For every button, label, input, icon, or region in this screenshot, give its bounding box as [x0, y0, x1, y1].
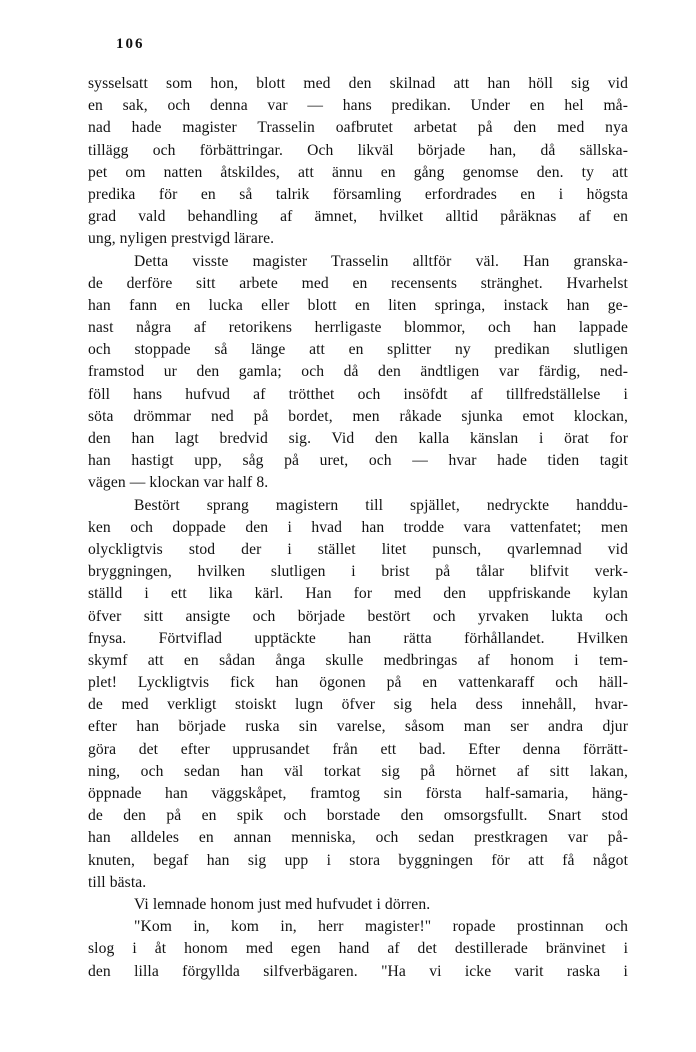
text-line: Detta visste magister Trasselin alltför väl. Han granska- [134, 252, 628, 270]
text-line: nad hade magister Trasselin oafbrutet arbetat på den med nya [88, 119, 628, 137]
text-line: fnysa. Förtviflad upptäckte han rätta förhållandet. Hvilken [88, 629, 628, 647]
text-line: sysselsatt som hon, blott med den skilnad att han höll sig vid [88, 75, 628, 92]
body-text [88, 73, 628, 983]
text-line: Bestört sprang magistern till spjället, nedryckte handdu- [134, 496, 628, 514]
text-line: grad vald behandling af ämnet, hvilket alltid påräknas af en [88, 208, 628, 226]
text-line: en sak, och denna var — hans predikan. Under en hel må- [88, 97, 628, 115]
text-line: knuten, begaf han sig upp i stora byggningen för att få något [88, 851, 628, 869]
text-line: ung, nyligen prestvigd lärare. [88, 230, 275, 248]
text-line: skymf att en sådan ånga skulle medbringas af honom i tem- [88, 651, 628, 669]
text-line: han fann en lucka eller blott en liten springa, instack han ge- [88, 296, 628, 314]
text-line: nast några af retorikens herrligaste blommor, och han lappade [88, 319, 628, 337]
text-line: föll hans hufvud af trötthet och insöfdt af tillfredställelse i [88, 385, 628, 403]
text-line: predika för en så talrik församling erfordrades en i högsta [88, 185, 628, 203]
text-line: göra det efter upprusandet från ett bad. Efter denna förrätt- [88, 740, 628, 758]
text-line: framstod ur den gamla; och då den ändtligen var färdig, ned- [88, 363, 628, 381]
text-line: söta drömmar ned på bordet, men råkade sjunka emot klockan, [88, 407, 628, 425]
text-line: ning, och sedan han väl torkat sig på hörnet af sitt lakan, [88, 762, 628, 780]
text-line: de med verkligt stoiskt lugn öfver sig hela dess innehåll, hvar- [88, 696, 628, 714]
text-line: och stoppade så länge att en splitter ny predikan slutligen [88, 341, 628, 359]
text-line: Vi lemnade honom just med hufvudet i dörren. [134, 895, 431, 913]
text-line: pet om natten åtskildes, att ännu en gång genomse den. ty att [88, 163, 628, 181]
text-line: ken och doppade den i hvad han trodde vara vattenfatet; men [88, 518, 628, 536]
text-line: öfver sitt ansigte och började bestört och yrvaken lukta och [88, 607, 628, 625]
text-line: den lilla förgyllda silfverbägaren. "Ha vi icke varit raska i [88, 962, 628, 980]
text-line: plet! Lyckligtvis fick han ögonen på en vattenkaraff och häll- [88, 674, 628, 692]
text-line: "Kom in, kom in, herr magister!" ropade prostinnan och [134, 918, 628, 936]
text-line: öppnade han väggskåpet, framtog sin första half-samaria, häng- [88, 785, 628, 802]
text-line: de derföre sitt arbete med en recensents stränghet. Hvarhelst [88, 274, 628, 292]
text-line: ställd i ett lika kärl. Han for med den uppfriskande kylan [88, 585, 628, 603]
text-line: olyckligtvis stod der i stället litet punsch, qvarlemnad vid [88, 540, 628, 558]
text-line: de den på en spik och borstade den omsorgsfullt. Snart stod [88, 807, 628, 825]
text-line: till bästa. [88, 873, 147, 891]
text-line: vägen — klockan var half 8. [88, 474, 269, 492]
page-number: 106 [116, 36, 145, 52]
text-line: han hastigt upp, såg på uret, och — hvar hade tiden tagit [88, 452, 628, 470]
text-line: den han lagt bredvid sig. Vid den kalla känslan i örat for [88, 430, 628, 447]
text-line: tillägg och förbättringar. Och likväl började han, då sällska- [88, 141, 628, 159]
text-line: han alldeles en annan menniska, och sedan prestkragen var på- [88, 829, 628, 847]
text-line: slog i åt honom med egen hand af det destillerade bränvinet i [88, 940, 628, 958]
text-line: bryggningen, hvilken slutligen i brist på tålar blifvit verk- [88, 563, 628, 581]
text-line: efter han började ruska sin varelse, såsom man ser andra djur [88, 718, 628, 736]
